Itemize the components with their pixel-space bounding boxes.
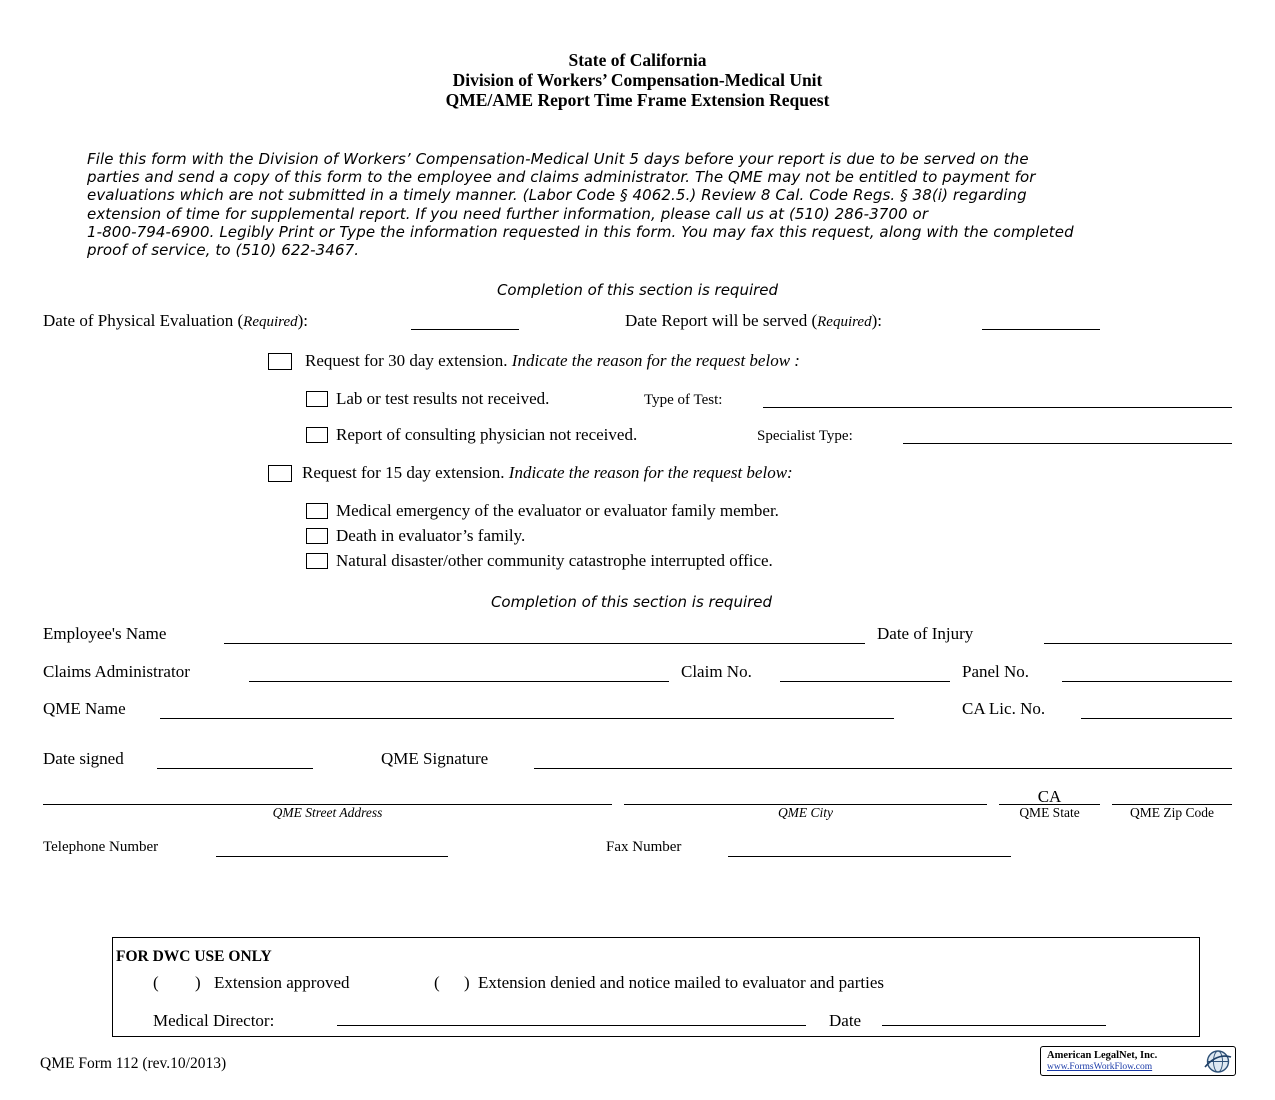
qme-zip-caption: QME Zip Code bbox=[1130, 805, 1214, 820]
qme-signature-field[interactable] bbox=[534, 768, 1232, 769]
fax-label: Fax Number bbox=[606, 839, 682, 855]
intro-line: 1-800-794-6900. Legibly Print or Type the information requested in this form. You may fax this request, along with the completed bbox=[87, 222, 1074, 241]
logo-url-link[interactable]: www.FormsWorkFlow.com bbox=[1047, 1062, 1153, 1072]
employee-name-label: Employee's Name bbox=[43, 624, 167, 643]
denied-paren-open: ( bbox=[434, 973, 440, 992]
form-header-division: Division of Workers’ Compensation-Medical Unit bbox=[452, 70, 823, 90]
globe-icon bbox=[1201, 1049, 1233, 1074]
intro-line: File this form with the Division of Workers’ Compensation-Medical Unit 5 days before your report is due to be served on the bbox=[87, 150, 1029, 168]
lab-results-checkbox[interactable] bbox=[306, 391, 328, 407]
extension-approved-mark[interactable] bbox=[163, 975, 191, 991]
ca-lic-no-label: CA Lic. No. bbox=[962, 699, 1046, 718]
panel-no-label: Panel No. bbox=[962, 662, 1030, 681]
logo-company-name: American LegalNet, Inc. bbox=[1047, 1050, 1158, 1061]
qme-city-caption: QME City bbox=[777, 805, 834, 820]
specialist-type-label: Specialist Type: bbox=[757, 428, 853, 444]
qme-name-label: QME Name bbox=[43, 699, 126, 718]
qme-name-field[interactable] bbox=[160, 718, 894, 719]
date-served-field[interactable] bbox=[982, 329, 1100, 330]
denied-paren-close: ) bbox=[464, 973, 470, 992]
claim-no-label: Claim No. bbox=[681, 662, 752, 681]
date-of-injury-label: Date of Injury bbox=[877, 624, 974, 643]
intro-paragraph bbox=[87, 150, 1197, 259]
american-legalnet-logo[interactable] bbox=[1040, 1046, 1236, 1076]
natural-disaster-label: Natural disaster/other community catastrophe interrupted office. bbox=[336, 551, 773, 570]
type-of-test-field[interactable] bbox=[763, 407, 1232, 408]
consulting-report-checkbox[interactable] bbox=[306, 427, 328, 443]
request-30-day-label: Request for 30 day extension. Indicate the reason for the request below : bbox=[305, 351, 800, 370]
telephone-label: Telephone Number bbox=[43, 839, 159, 855]
extension-denied-mark[interactable] bbox=[444, 975, 460, 991]
medical-director-field[interactable] bbox=[337, 1025, 806, 1026]
death-in-family-label: Death in evaluator’s family. bbox=[336, 526, 526, 545]
specialist-type-field[interactable] bbox=[903, 443, 1232, 444]
dwc-date-label: Date bbox=[829, 1011, 862, 1030]
type-of-test-label: Type of Test: bbox=[644, 392, 723, 408]
extension-approved-label: Extension approved bbox=[214, 973, 350, 992]
employee-name-field[interactable] bbox=[224, 643, 865, 644]
panel-no-field[interactable] bbox=[1062, 681, 1232, 682]
request-30-day-checkbox[interactable] bbox=[268, 353, 292, 370]
qme-state-caption: QME State bbox=[1019, 805, 1080, 820]
qme-state-value: CA bbox=[1037, 787, 1062, 806]
request-15-day-label: Request for 15 day extension. Indicate the reason for the request below: bbox=[302, 463, 793, 482]
form-title: QME/AME Report Time Frame Extension Request bbox=[445, 90, 830, 110]
claim-no-field[interactable] bbox=[780, 681, 950, 682]
date-evaluation-label: Date of Physical Evaluation (Required): bbox=[43, 311, 308, 330]
date-evaluation-field[interactable] bbox=[411, 329, 519, 330]
medical-emergency-checkbox[interactable] bbox=[306, 503, 328, 519]
intro-line: evaluations which are not submitted in a timely manner. (Labor Code § 4062.5.) Review 8 Cal. Code Regs. § 38(i) regarding bbox=[87, 186, 1027, 205]
telephone-field[interactable] bbox=[216, 856, 448, 857]
medical-emergency-label: Medical emergency of the evaluator or evaluator family member. bbox=[336, 501, 779, 520]
intro-line: proof of service, to (510) 622-3467. bbox=[87, 241, 360, 260]
natural-disaster-checkbox[interactable] bbox=[306, 553, 328, 569]
dwc-date-field[interactable] bbox=[882, 1025, 1106, 1026]
qme-street-address-caption: QME Street Address bbox=[272, 805, 383, 820]
date-of-injury-field[interactable] bbox=[1044, 643, 1232, 644]
request-15-day-checkbox[interactable] bbox=[268, 465, 292, 482]
dwc-use-only-heading: FOR DWC USE ONLY bbox=[116, 948, 272, 965]
claims-administrator-label: Claims Administrator bbox=[43, 662, 190, 681]
claims-administrator-field[interactable] bbox=[249, 681, 669, 682]
date-signed-field[interactable] bbox=[157, 768, 313, 769]
medical-director-label: Medical Director: bbox=[153, 1011, 275, 1030]
qme-signature-label: QME Signature bbox=[381, 749, 489, 768]
ca-lic-no-field[interactable] bbox=[1081, 718, 1232, 719]
section1-heading: Completion of this section is required bbox=[496, 281, 779, 299]
section2-heading: Completion of this section is required bbox=[490, 593, 773, 611]
death-in-family-checkbox[interactable] bbox=[306, 528, 328, 544]
approved-paren-open: ( bbox=[153, 973, 159, 992]
date-signed-label: Date signed bbox=[43, 749, 124, 768]
extension-denied-label: Extension denied and notice mailed to evaluator and parties bbox=[478, 973, 884, 992]
form-id: QME Form 112 (rev.10/2013) bbox=[40, 1055, 227, 1072]
lab-results-label: Lab or test results not received. bbox=[336, 389, 550, 408]
intro-line: parties and send a copy of this form to the employee and claims administrator. The QME may not be entitled to payment for bbox=[87, 168, 1036, 187]
intro-line: extension of time for supplemental report. If you need further information, please call us at (510) 286-3700 or bbox=[87, 204, 929, 223]
approved-paren-close: ) bbox=[195, 973, 201, 992]
date-served-label: Date Report will be served (Required): bbox=[625, 311, 882, 330]
consulting-report-label: Report of consulting physician not received. bbox=[336, 425, 638, 444]
fax-field[interactable] bbox=[728, 856, 1011, 857]
form-header-state: State of California bbox=[568, 50, 707, 70]
